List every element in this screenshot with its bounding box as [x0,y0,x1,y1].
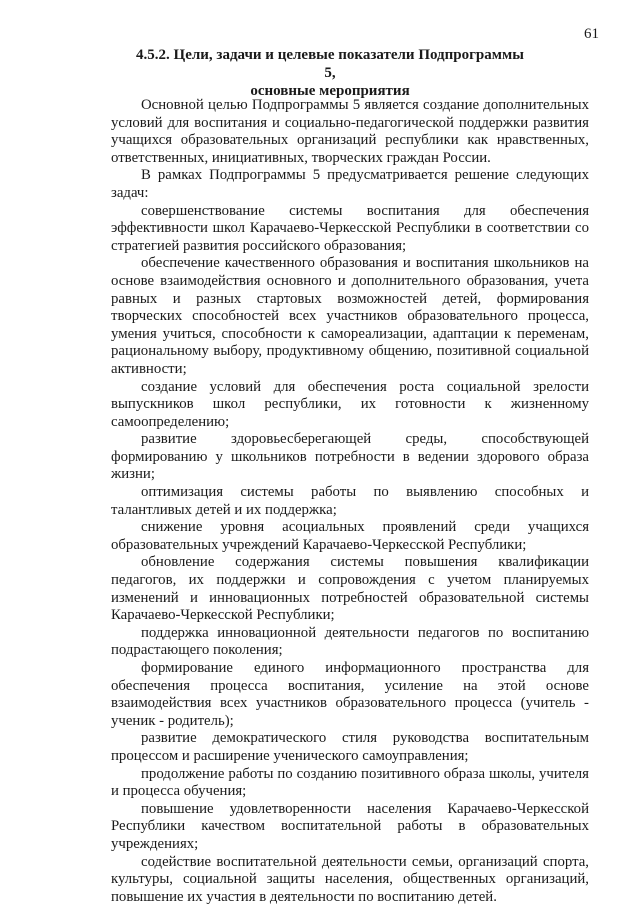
page-number: 61 [584,26,599,42]
task-item: создание условий для обеспечения роста социальной зрелости выпускников школ республики, их готовности к жизненному самоопределению; [111,378,589,430]
task-item: содействие воспитательной деятельности семьи, организаций спорта, культуры, социальной защиты населения, общественных организаций, повышение их участия в деятельности по воспитанию детей. [111,853,589,905]
task-item: оптимизация системы работы по выявлению способных и талантливых детей и их поддержка; [111,484,589,518]
section-heading [130,46,530,100]
task-item: совершенствование системы воспитания для обеспечения эффективности школ Карачаево-Черкесской Республики в соответствии со стратегией развития российского образования; [111,202,589,254]
body-text [111,97,589,906]
task-item: обновление содержания системы повышения квалификации педагогов, их поддержки и сопровождения с учетом планируемых изменений и инновационных потребностей образовательной системы Карачаево-Черкесской Республики; [111,554,589,624]
section-heading-line-1: 4.5.2. Цели, задачи и целевые показатели Подпрограммы 5, [136,47,524,81]
task-item: снижение уровня асоциальных проявлений среди учащихся образовательных учреждений Карачаево-Черкесской Республики; [111,519,589,553]
task-item: поддержка инновационной деятельности педагогов по воспитанию подрастающего поколения; [111,624,589,659]
task-item: повышение удовлетворенности населения Карачаево-Черкесской Республики качеством воспитательной работы в образовательных учреждениях; [111,800,589,852]
section-heading-line-2: основные мероприятия [250,83,410,99]
task-item: развитие здоровьесберегающей среды, способствующей формированию у школьников потребности в ведении здорового образа жизни; [111,431,589,483]
paragraph-goal: Основной целью Подпрограммы 5 является создание дополнительных условий для воспитания и социально-педагогической поддержки развития учащихся образовательных организаций республики как нравственных, ответственных, инициативных, творческих граждан России. [111,97,589,166]
task-item: продолжение работы по созданию позитивного образа школы, учителя и процесса обучения; [111,765,589,800]
paragraph-tasks-intro: В рамках Подпрограммы 5 предусматривается решение следующих задач: [111,167,589,201]
task-item: формирование единого информационного пространства для обеспечения процесса воспитания, усиление на этой основе взаимодействия всех участников образовательного процесса (учитель - ученик - родитель); [111,660,589,729]
task-item: развитие демократического стиля руководства воспитательным процессом и расширение ученического самоуправления; [111,730,589,764]
task-item: обеспечение качественного образования и воспитания школьников на основе взаимодействия основного и дополнительного образования, учета равных и разных стартовых возможностей детей, формирования творческих способностей всех участников образовательного процесса, умения учиться, способности к самореализации, адаптации к переменам, рациональному выбору, продуктивному общению, позитивной социальной активности; [111,255,589,377]
